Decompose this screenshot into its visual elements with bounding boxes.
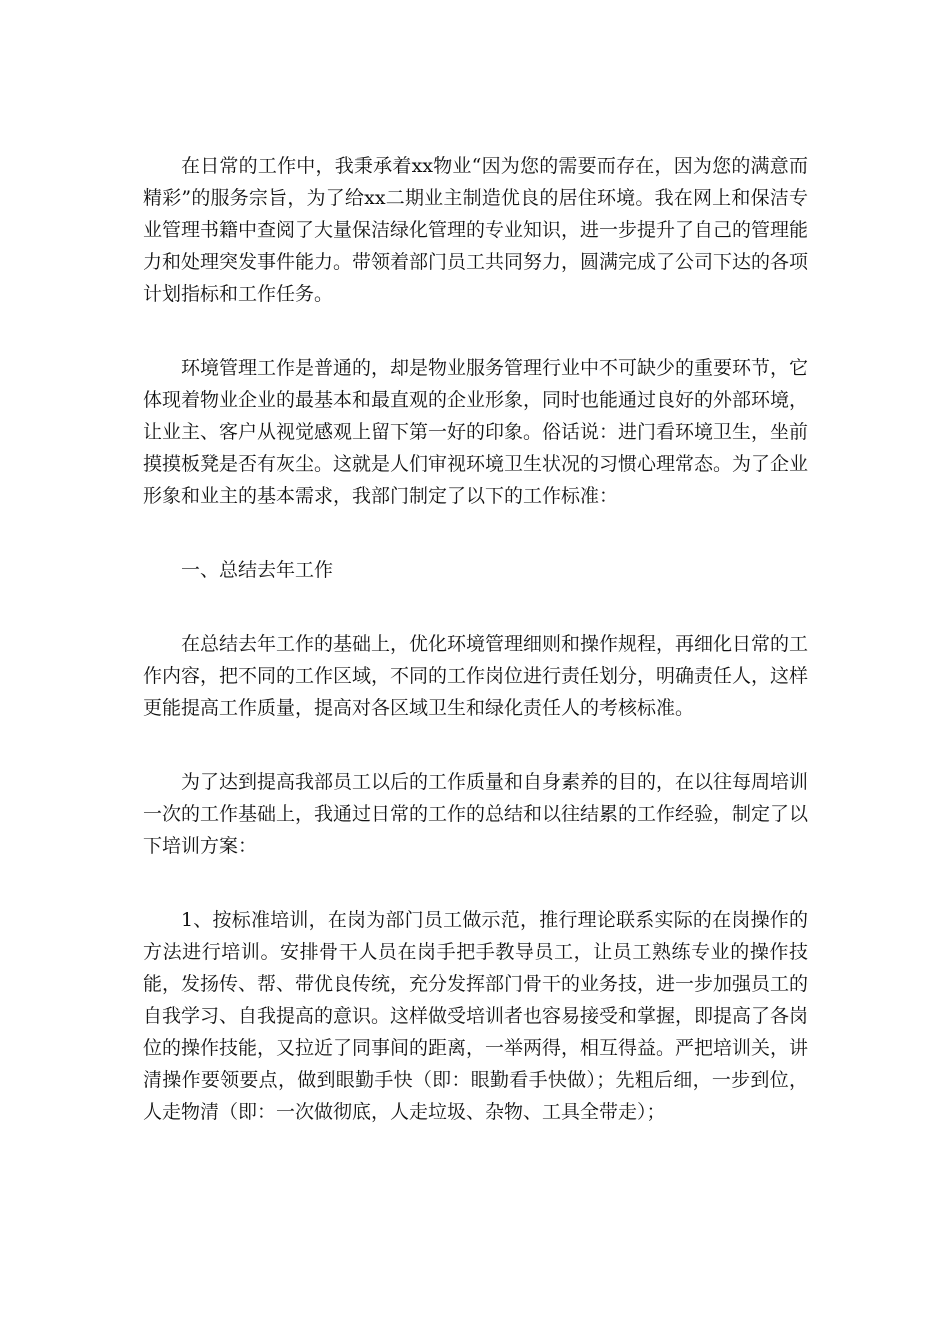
document-body <box>143 150 808 1128</box>
paragraph-summary: 在总结去年工作的基础上，优化环境管理细则和操作规程，再细化日常的工作内容，把不同的工作区域，不同的工作岗位进行责任划分，明确责任人，这样更能提高工作质量，提高对各区域卫生和绿化责任人的考核标准。 <box>143 633 809 719</box>
paragraph-training-item-1: 1、按标准培训，在岗为部门员工做示范，推行理论联系实际的在岗操作的方法进行培训。安排骨干人员在岗手把手教导员工，让员工熟练专业的操作技能，发扬传、帮、带优良传统，充分发挥部门骨干的业务技，进一步加强员工的自我学习、自我提高的意识。这样做受培训者也容易接受和掌握，即提高了各岗位的操作技能，又拉近了同事间的距离，一举两得，相互得益。严把培训关，讲清操作要领要点，做到眼勤手快（即：眼勤看手快做）；先粗后细，一步到位，人走物清（即：一次做彻底，人走垃圾、杂物、工具全带走）； <box>143 909 809 1123</box>
paragraph-intro: 在日常的工作中，我秉承着xx物业“因为您的需要而存在，因为您的满意而精彩”的服务宗旨，为了给xx二期业主制造优良的居住环境。我在网上和保洁专业管理书籍中查阅了大量保洁绿化管理的专业知识，进一步提升了自己的管理能力和处理突发事件能力。带领着部门员工共同努力，圆满完成了公司下达的各项计划指标和工作任务。 <box>143 155 809 305</box>
section-heading: 一、总结去年工作 <box>181 559 334 581</box>
paragraph-environment: 环境管理工作是普通的，却是物业服务管理行业中不可缺少的重要环节，它体现着物业企业的最基本和最直观的企业形象，同时也能通过良好的外部环境，让业主、客户从视觉感观上留下第一好的印象。俗话说：进门看环境卫生，坐前摸摸板凳是否有灰尘。这就是人们审视环境卫生状况的习惯心理常态。为了企业形象和业主的基本需求，我部门制定了以下的工作标准： <box>143 357 809 507</box>
paragraph-training-plan: 为了达到提高我部员工以后的工作质量和自身素养的目的，在以往每周培训一次的工作基础上，我通过日常的工作的总结和以往结累的工作经验，制定了以下培训方案： <box>143 771 809 857</box>
